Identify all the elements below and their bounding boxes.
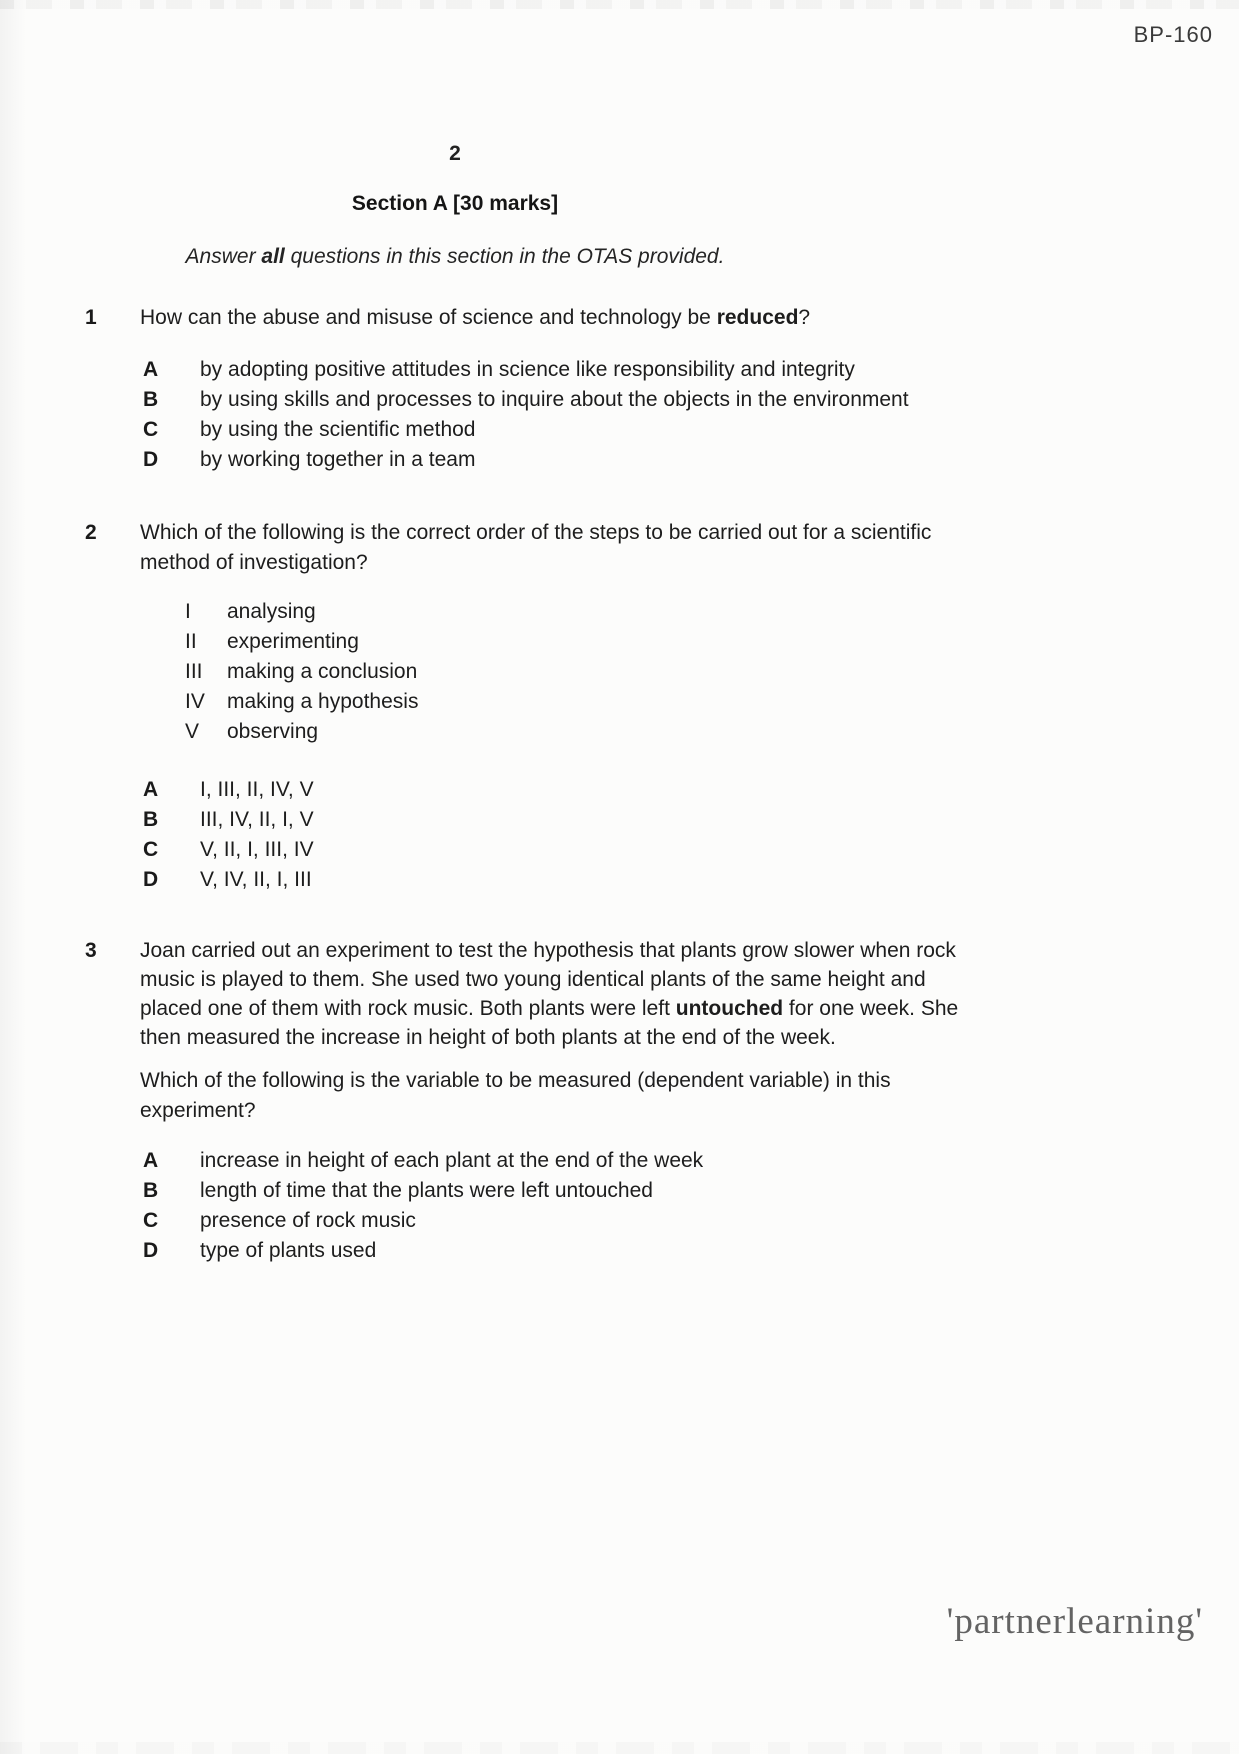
q3-para-line3-suffix: for one week. She <box>783 997 959 1020</box>
option-letter: B <box>143 388 159 411</box>
publisher-watermark: 'partnerlearning' <box>946 1601 1203 1642</box>
option-letter: A <box>143 778 159 801</box>
step-text: making a hypothesis <box>227 690 419 713</box>
question-2-head <box>85 518 1045 578</box>
question-2 <box>85 518 1045 895</box>
option-text: V, IV, II, I, III <box>200 868 312 891</box>
step-numeral: III <box>185 660 203 683</box>
option-row <box>143 865 1045 895</box>
q3-para-line4: then measured the increase in height of both plants at the end of the week. <box>140 1026 836 1049</box>
question-2-stem <box>140 518 1045 578</box>
question-2-steps <box>185 597 1045 747</box>
step-row <box>185 717 1045 747</box>
q3-stem-line1: Which of the following is the variable to be measured (dependent variable) in this <box>140 1069 891 1092</box>
option-text: by using skills and processes to inquire about the objects in the environment <box>200 388 909 411</box>
option-letter: C <box>143 838 159 861</box>
option-text: V, II, I, III, IV <box>200 838 314 861</box>
scan-shade-left <box>0 0 26 1754</box>
question-1-stem-prefix: How can the abuse and misuse of science and technology be <box>140 306 717 329</box>
option-text: by adopting positive attitudes in science like responsibility and integrity <box>200 358 855 381</box>
option-letter: B <box>143 1179 159 1202</box>
question-3-head <box>85 936 1045 1126</box>
instruction-bold: all <box>261 245 285 268</box>
option-letter: D <box>143 448 159 471</box>
question-1-head <box>85 303 1045 333</box>
step-text: analysing <box>227 600 316 623</box>
option-row <box>143 415 1045 445</box>
question-1-stem-bold: reduced <box>716 306 799 329</box>
option-row <box>143 1206 1045 1236</box>
question-2-options <box>143 775 1045 895</box>
option-text: increase in height of each plant at the end of the week <box>200 1149 704 1172</box>
step-row <box>185 597 1045 627</box>
question-2-number: 2 <box>85 521 97 544</box>
option-row <box>143 1146 1045 1176</box>
option-text: I, III, II, IV, V <box>200 778 314 801</box>
step-numeral: IV <box>185 690 205 713</box>
step-row <box>185 687 1045 717</box>
question-3 <box>85 936 1045 1266</box>
option-text: type of plants used <box>200 1239 377 1262</box>
option-row <box>143 1176 1045 1206</box>
step-text: observing <box>227 720 319 743</box>
option-row <box>143 385 1045 415</box>
question-1-number: 1 <box>85 306 97 329</box>
instruction-suffix: questions in this section in the OTAS provided. <box>284 245 725 268</box>
step-numeral: I <box>185 600 191 623</box>
question-2-stem-line2: method of investigation? <box>140 551 368 574</box>
question-1 <box>85 303 1045 475</box>
option-row <box>143 805 1045 835</box>
option-row <box>143 1236 1045 1266</box>
option-text: III, IV, II, I, V <box>200 808 314 831</box>
option-row <box>143 355 1045 385</box>
option-letter: D <box>143 868 159 891</box>
question-1-options <box>143 355 1045 475</box>
step-row <box>185 627 1045 657</box>
q3-para-line3-bold: untouched <box>675 997 784 1020</box>
question-1-stem <box>140 303 1045 333</box>
step-numeral: V <box>185 720 200 743</box>
doc-code: BP-160 <box>1133 22 1213 47</box>
option-row <box>143 445 1045 475</box>
option-letter: C <box>143 1209 159 1232</box>
question-3-body <box>140 936 1045 1126</box>
step-numeral: II <box>185 630 197 653</box>
question-1-stem-suffix: ? <box>798 306 811 329</box>
step-text: making a conclusion <box>227 660 418 683</box>
option-row <box>143 775 1045 805</box>
scan-noise-top <box>0 0 1239 9</box>
option-text: presence of rock music <box>200 1209 416 1232</box>
option-row <box>143 835 1045 865</box>
question-3-options <box>143 1146 1045 1266</box>
option-letter: C <box>143 418 159 441</box>
step-text: experimenting <box>227 630 359 653</box>
option-text: by using the scientific method <box>200 418 476 441</box>
option-letter: A <box>143 1149 159 1172</box>
option-letter: B <box>143 808 159 831</box>
scan-noise-bottom <box>0 1742 1239 1754</box>
question-2-stem-line1: Which of the following is the correct order of the steps to be carried out for a scientific <box>140 521 932 544</box>
page-number: 2 <box>449 142 461 165</box>
option-text: length of time that the plants were left untouched <box>200 1179 653 1202</box>
step-row <box>185 657 1045 687</box>
q3-stem-line2: experiment? <box>140 1099 256 1122</box>
option-letter: A <box>143 358 159 381</box>
section-instruction <box>140 245 770 269</box>
option-letter: D <box>143 1239 159 1262</box>
question-3-number: 3 <box>85 939 97 962</box>
instruction-prefix: Answer <box>185 245 262 268</box>
question-3-paragraph <box>140 936 1045 1052</box>
section-title: Section A [30 marks] <box>351 192 559 215</box>
q3-para-line2: music is played to them. She used two young identical plants of the same height and <box>140 968 926 991</box>
question-3-stem <box>140 1066 1045 1126</box>
q3-para-line3-prefix: placed one of them with rock music. Both plants were left <box>140 997 676 1020</box>
option-text: by working together in a team <box>200 448 476 471</box>
q3-para-line1: Joan carried out an experiment to test the hypothesis that plants grow slower when rock <box>140 939 956 962</box>
